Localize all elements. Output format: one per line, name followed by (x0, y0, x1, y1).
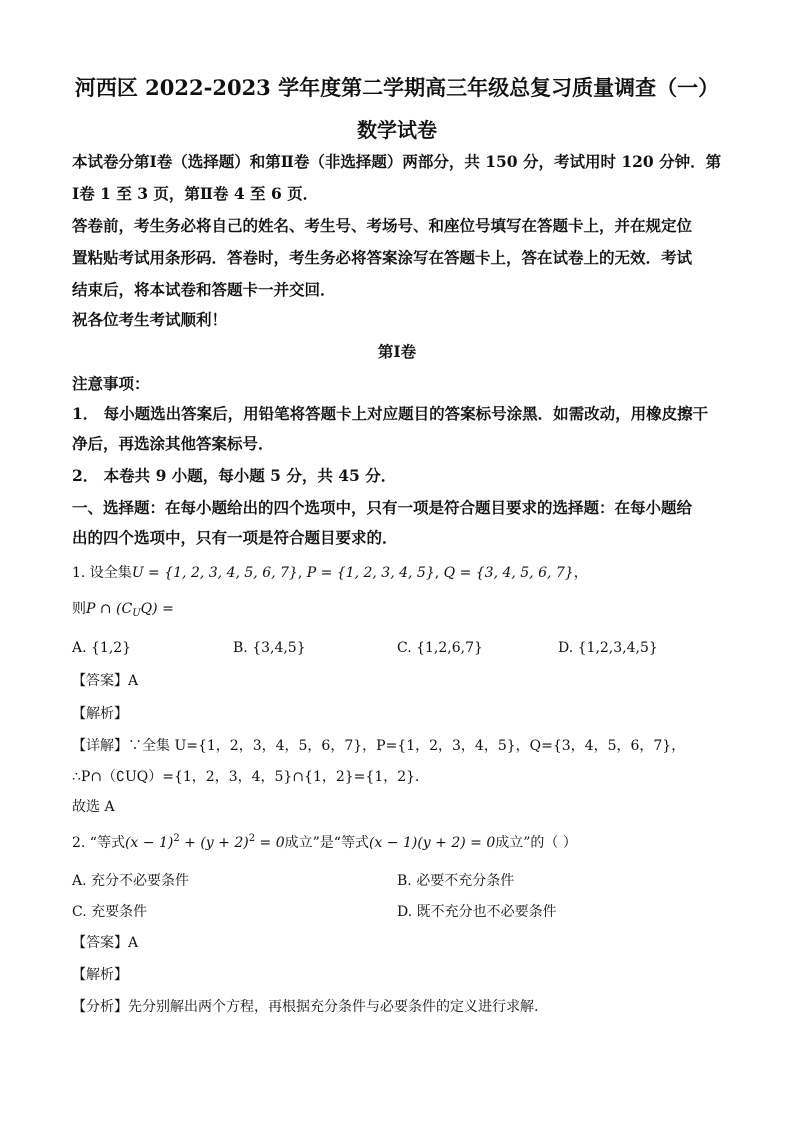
q2-answer: 【答案】A (72, 935, 139, 951)
q2-stem (72, 832, 722, 852)
intro-line-5: 结束后，将本试卷和答题卡一并交回． (72, 280, 336, 299)
q2-analysis: 【解析】 (72, 967, 128, 983)
page-subtitle: 数学试卷 (357, 118, 437, 142)
q2-option-b: B. 必要不充分条件 (397, 873, 515, 889)
q1-ask-expr-sub: U (132, 608, 141, 619)
q2-expr1-a: (x − 1) (124, 835, 174, 851)
q2-expr1-b: + (y + 2) (179, 835, 249, 851)
q2-stem-a: 2. “等式 (72, 835, 125, 851)
q1-ask-prefix: 则 (72, 601, 86, 617)
q2-method: 【分析】先分别解出两个方程，再根据充分条件与必要条件的定义进行求解. (72, 999, 539, 1015)
q2-expr2: (x − 1)(y + 2) = 0 (368, 835, 496, 851)
q1-ask (72, 598, 722, 619)
q1-analysis: 【解析】 (72, 706, 128, 722)
q2-expr1-sup1: 2 (173, 833, 180, 844)
section-heading-line-2: 出的四个选项中，只有一项是符合题目要求的． (72, 528, 398, 547)
q2-option-d: D. 既不充分也不必要条件 (397, 904, 557, 920)
q1-ask-expr-a: P ∩ (C (86, 601, 133, 617)
note-1-line-2: 净后，再选涂其他答案标号． (72, 434, 274, 453)
q1-ask-suffix: = (157, 601, 174, 617)
q1-option-a: A. {1,2} (72, 640, 132, 656)
q1-ask-expr-b: Q) (140, 601, 158, 617)
q2-stem-c: 成立”的（ ） (495, 835, 577, 851)
q1-set-p: P = {1, 2, 3, 4, 5} (306, 565, 435, 581)
volume-heading: 第Ⅰ卷 (377, 342, 417, 361)
q1-detail-1: 【详解】∵全集 U={1，2，3，4，5，6，7}，P={1，2，3，4，5}，Q={3，4，5，6，7}， (72, 738, 686, 754)
q2-expr1-sup2: 2 (248, 833, 256, 844)
q2-stem-b: 成立”是“等式 (284, 835, 369, 851)
intro-line-3: 答卷前，考生务必将自己的姓名、考生号、考场号、和座位号填写在答题卡上，并在规定位 (72, 216, 693, 235)
note-1-line-1: 1． 每小题选出答案后，用铅笔将答题卡上对应题目的答案标号涂黑．如需改动，用橡皮擦干 (72, 404, 709, 423)
q2-expr1-c: = 0 (255, 835, 285, 851)
notes-title: 注意事项： (72, 374, 150, 393)
q1-stem: 1. 设全集U = {1, 2, 3, 4, 5, 6, 7}, P = {1, 2, 3, 4, 5}, Q = {3, 4, 5, 6, 7}， (72, 565, 588, 581)
page-title: 河西区 2022-2023 学年度第二学期高三年级总复习质量调查（一） (74, 75, 720, 100)
q2-option-c: C. 充要条件 (72, 904, 148, 920)
q1-option-c: C. {1,2,6,7} (397, 640, 483, 656)
q1-option-d: D. {1,2,3,4,5} (558, 640, 658, 656)
q2-option-a: A. 充分不必要条件 (72, 873, 190, 889)
q1-prefix: 1. 设全集 (72, 565, 132, 581)
q1-set-u: U = {1, 2, 3, 4, 5, 6, 7} (131, 565, 298, 581)
intro-line-1: 本试卷分第Ⅰ卷（选择题）和第Ⅱ卷（非选择题）两部分，共 150 分，考试用时 120 分钟．第 (72, 152, 722, 171)
q1-set-q: Q = {3, 4, 5, 6, 7} (443, 565, 574, 581)
q1-detail-2: ∴P∩（∁UQ）={1，2，3，4，5}∩{1，2}={1，2}． (72, 769, 430, 785)
q1-option-b: B. {3,4,5} (233, 640, 306, 656)
q1-stem-end: ， (573, 565, 588, 581)
intro-line-4: 置粘贴考试用条形码．答卷时，考生务必将答案涂写在答题卡上，答在试卷上的无效．考试 (72, 248, 693, 267)
intro-line-6: 祝各位考生考试顺利！ (72, 310, 228, 329)
note-2: 2． 本卷共 9 小题，每小题 5 分，共 45 分． (72, 466, 397, 485)
q1-answer: 【答案】A (72, 673, 139, 689)
section-heading-line-1: 一、选择题：在每小题给出的四个选项中，只有一项是符合题目要求的选择题：在每小题给 (72, 498, 693, 517)
q1-conclusion: 故选 A (72, 799, 115, 815)
intro-line-2: Ⅰ卷 1 至 3 页，第Ⅱ卷 4 至 6 页． (72, 184, 319, 203)
